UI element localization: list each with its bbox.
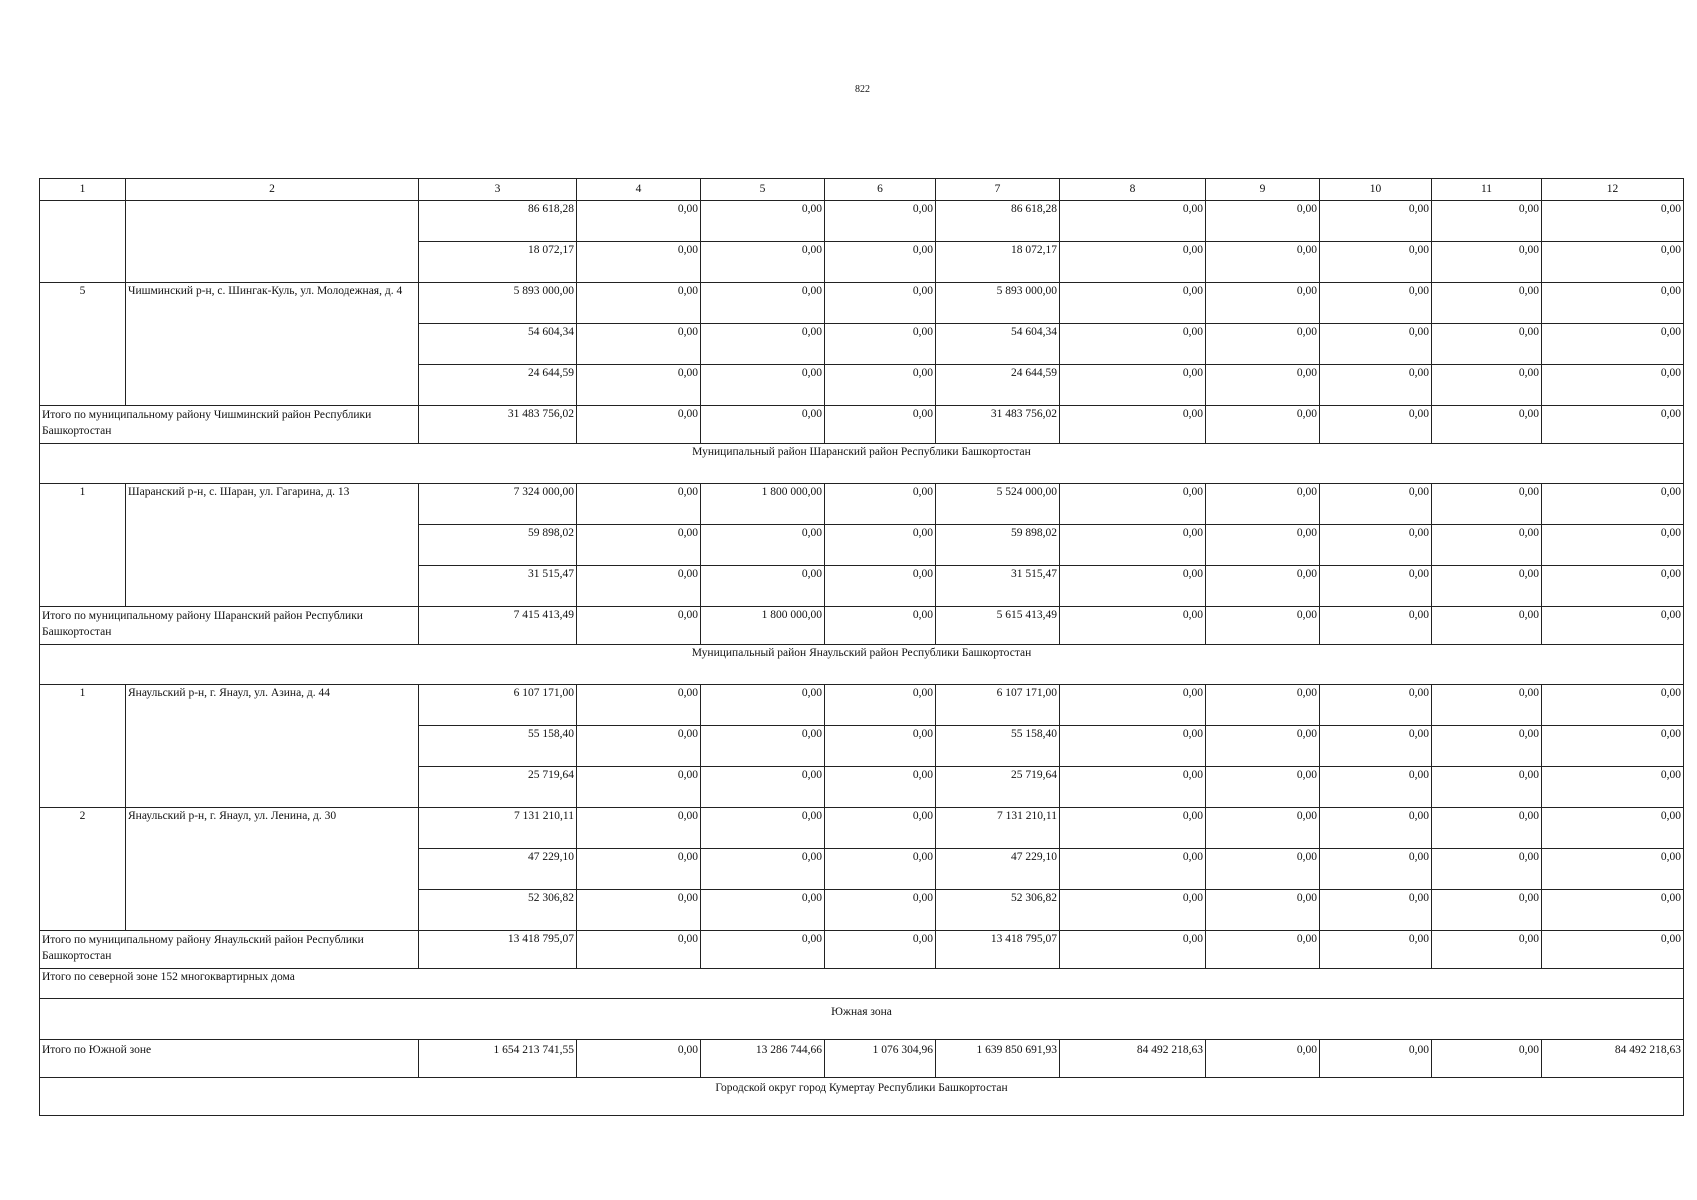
value-cell: 0,00 — [1320, 365, 1432, 406]
value-cell: 0,00 — [1206, 201, 1320, 242]
value-cell: 0,00 — [1060, 849, 1206, 890]
value-cell: 0,00 — [577, 1040, 701, 1078]
value-cell: 84 492 218,63 — [1542, 1040, 1684, 1078]
district-header-yanaul — [40, 645, 1684, 685]
value-cell: 0,00 — [1542, 931, 1684, 969]
value-cell: 86 618,28 — [419, 201, 577, 242]
column-header: 12 — [1542, 179, 1684, 201]
value-cell: 0,00 — [701, 406, 825, 444]
value-cell: 0,00 — [1206, 1040, 1320, 1078]
value-cell: 0,00 — [1542, 607, 1684, 645]
value-cell: 6 107 171,00 — [936, 685, 1060, 726]
value-cell: 18 072,17 — [936, 242, 1060, 283]
value-cell: 0,00 — [1542, 849, 1684, 890]
value-cell: 0,00 — [577, 484, 701, 525]
value-cell: 0,00 — [701, 890, 825, 931]
value-cell: 25 719,64 — [936, 767, 1060, 808]
value-cell: 0,00 — [1432, 767, 1542, 808]
value-cell: 5 893 000,00 — [419, 283, 577, 324]
item-address — [126, 201, 419, 283]
value-cell: 0,00 — [1206, 242, 1320, 283]
value-cell: 0,00 — [1432, 726, 1542, 767]
value-cell: 5 615 413,49 — [936, 607, 1060, 645]
value-cell: 0,00 — [1206, 365, 1320, 406]
value-cell: 86 618,28 — [936, 201, 1060, 242]
value-cell: 0,00 — [701, 931, 825, 969]
value-cell: 0,00 — [1432, 808, 1542, 849]
table-row — [40, 808, 1684, 849]
value-cell: 0,00 — [701, 767, 825, 808]
value-cell: 0,00 — [1206, 484, 1320, 525]
value-cell: 1 800 000,00 — [701, 607, 825, 645]
value-cell: 7 415 413,49 — [419, 607, 577, 645]
value-cell: 0,00 — [1542, 324, 1684, 365]
value-cell: 0,00 — [577, 890, 701, 931]
item-number: 1 — [40, 484, 126, 607]
value-cell: 0,00 — [1432, 525, 1542, 566]
value-cell: 0,00 — [701, 365, 825, 406]
value-cell: 0,00 — [577, 726, 701, 767]
value-cell: 0,00 — [577, 283, 701, 324]
value-cell: 0,00 — [701, 726, 825, 767]
value-cell: 0,00 — [1060, 931, 1206, 969]
value-cell: 55 158,40 — [419, 726, 577, 767]
value-cell: 0,00 — [1206, 890, 1320, 931]
column-header: 10 — [1320, 179, 1432, 201]
table-row — [40, 685, 1684, 726]
value-cell: 0,00 — [825, 726, 936, 767]
value-cell: 0,00 — [1060, 726, 1206, 767]
value-cell: 0,00 — [1320, 767, 1432, 808]
value-cell: 0,00 — [825, 525, 936, 566]
column-header: 1 — [40, 179, 126, 201]
column-header: 7 — [936, 179, 1060, 201]
column-header: 4 — [577, 179, 701, 201]
value-cell: 0,00 — [701, 808, 825, 849]
item-number: 5 — [40, 283, 126, 406]
value-cell: 0,00 — [825, 283, 936, 324]
value-cell: 0,00 — [577, 566, 701, 607]
value-cell: 25 719,64 — [419, 767, 577, 808]
value-cell: 0,00 — [1206, 406, 1320, 444]
value-cell: 0,00 — [1206, 808, 1320, 849]
south-zone-title: Южная зона — [40, 999, 1684, 1040]
value-cell: 0,00 — [1206, 525, 1320, 566]
value-cell: 1 654 213 741,55 — [419, 1040, 577, 1078]
value-cell: 0,00 — [1060, 767, 1206, 808]
value-cell: 0,00 — [1206, 726, 1320, 767]
item-address: Чишминский р-н, с. Шингак-Куль, ул. Молодежная, д. 4 — [126, 283, 419, 406]
value-cell: 0,00 — [1432, 1040, 1542, 1078]
value-cell: 0,00 — [577, 201, 701, 242]
value-cell: 55 158,40 — [936, 726, 1060, 767]
value-cell: 5 893 000,00 — [936, 283, 1060, 324]
north-zone-total-label: Итого по северной зоне 152 многоквартирных дома — [40, 969, 1684, 999]
value-cell: 0,00 — [1542, 767, 1684, 808]
value-cell: 0,00 — [1320, 201, 1432, 242]
budget-table — [39, 178, 1684, 1116]
value-cell: 0,00 — [1542, 484, 1684, 525]
value-cell: 52 306,82 — [936, 890, 1060, 931]
column-header: 11 — [1432, 179, 1542, 201]
value-cell: 0,00 — [577, 242, 701, 283]
value-cell: 0,00 — [701, 242, 825, 283]
value-cell: 0,00 — [1432, 566, 1542, 607]
value-cell: 31 483 756,02 — [936, 406, 1060, 444]
value-cell: 47 229,10 — [936, 849, 1060, 890]
value-cell: 0,00 — [701, 324, 825, 365]
value-cell: 0,00 — [1206, 607, 1320, 645]
value-cell: 0,00 — [1206, 685, 1320, 726]
value-cell: 0,00 — [1060, 201, 1206, 242]
value-cell: 7 131 210,11 — [419, 808, 577, 849]
value-cell: 0,00 — [1542, 201, 1684, 242]
value-cell: 0,00 — [825, 607, 936, 645]
value-cell: 0,00 — [1542, 726, 1684, 767]
subtotal-label: Итого по муниципальному району Шаранский район Республики Башкортостан — [40, 607, 419, 645]
item-address: Янаульский р-н, г. Янаул, ул. Азина, д. 44 — [126, 685, 419, 808]
subtotal-label: Итого по муниципальному району Янаульский район Республики Башкортостан — [40, 931, 419, 969]
value-cell: 0,00 — [1060, 365, 1206, 406]
column-header: 3 — [419, 179, 577, 201]
value-cell: 0,00 — [1542, 365, 1684, 406]
value-cell: 0,00 — [1320, 890, 1432, 931]
value-cell: 0,00 — [1060, 525, 1206, 566]
value-cell: 0,00 — [1060, 808, 1206, 849]
value-cell: 0,00 — [1432, 283, 1542, 324]
value-cell: 7 324 000,00 — [419, 484, 577, 525]
value-cell: 0,00 — [825, 324, 936, 365]
subtotal-row — [40, 607, 1684, 645]
value-cell: 0,00 — [1542, 566, 1684, 607]
value-cell: 0,00 — [577, 607, 701, 645]
column-header: 5 — [701, 179, 825, 201]
value-cell: 0,00 — [825, 201, 936, 242]
value-cell: 0,00 — [1206, 566, 1320, 607]
value-cell: 0,00 — [1320, 1040, 1432, 1078]
value-cell: 0,00 — [1060, 890, 1206, 931]
value-cell: 18 072,17 — [419, 242, 577, 283]
value-cell: 0,00 — [577, 324, 701, 365]
value-cell: 0,00 — [701, 201, 825, 242]
value-cell: 0,00 — [1206, 324, 1320, 365]
south-zone-header-row — [40, 999, 1684, 1040]
south-zone-total-row — [40, 1040, 1684, 1078]
value-cell: 0,00 — [577, 849, 701, 890]
value-cell: 0,00 — [1060, 566, 1206, 607]
value-cell: 0,00 — [1542, 685, 1684, 726]
value-cell: 0,00 — [1320, 566, 1432, 607]
value-cell: 0,00 — [1320, 685, 1432, 726]
page-number: 822 — [855, 84, 870, 95]
subtotal-row — [40, 931, 1684, 969]
value-cell: 1 076 304,96 — [825, 1040, 936, 1078]
value-cell: 31 515,47 — [936, 566, 1060, 607]
value-cell: 7 131 210,11 — [936, 808, 1060, 849]
value-cell: 13 418 795,07 — [936, 931, 1060, 969]
value-cell: 84 492 218,63 — [1060, 1040, 1206, 1078]
value-cell: 0,00 — [1060, 283, 1206, 324]
value-cell: 0,00 — [825, 566, 936, 607]
value-cell: 0,00 — [577, 931, 701, 969]
subtotal-row — [40, 406, 1684, 444]
district-header-sharan — [40, 444, 1684, 484]
value-cell: 0,00 — [1432, 607, 1542, 645]
value-cell: 0,00 — [701, 566, 825, 607]
value-cell: 0,00 — [825, 484, 936, 525]
value-cell: 0,00 — [1060, 484, 1206, 525]
section-title: Муниципальный район Янаульский район Республики Башкортостан — [40, 645, 1684, 685]
table-header-row — [40, 179, 1684, 201]
section-title: Городской округ город Кумертау Республики Башкортостан — [40, 1078, 1684, 1116]
value-cell: 0,00 — [1206, 767, 1320, 808]
district-header-kumertau — [40, 1078, 1684, 1116]
value-cell: 0,00 — [1432, 201, 1542, 242]
value-cell: 0,00 — [1432, 242, 1542, 283]
value-cell: 0,00 — [1542, 406, 1684, 444]
value-cell: 0,00 — [825, 808, 936, 849]
value-cell: 0,00 — [825, 685, 936, 726]
value-cell: 0,00 — [1542, 525, 1684, 566]
column-header: 2 — [126, 179, 419, 201]
value-cell: 0,00 — [1206, 849, 1320, 890]
value-cell: 0,00 — [1432, 931, 1542, 969]
value-cell: 52 306,82 — [419, 890, 577, 931]
section-title: Муниципальный район Шаранский район Республики Башкортостан — [40, 444, 1684, 484]
column-header: 8 — [1060, 179, 1206, 201]
value-cell: 31 483 756,02 — [419, 406, 577, 444]
value-cell: 0,00 — [1060, 607, 1206, 645]
table-row — [40, 484, 1684, 525]
value-cell: 31 515,47 — [419, 566, 577, 607]
value-cell: 0,00 — [1320, 283, 1432, 324]
value-cell: 0,00 — [1206, 931, 1320, 969]
value-cell: 0,00 — [1320, 525, 1432, 566]
value-cell: 59 898,02 — [936, 525, 1060, 566]
value-cell: 0,00 — [1432, 365, 1542, 406]
value-cell: 0,00 — [577, 808, 701, 849]
north-zone-total-row — [40, 969, 1684, 999]
value-cell: 0,00 — [701, 849, 825, 890]
value-cell: 13 286 744,66 — [701, 1040, 825, 1078]
value-cell: 6 107 171,00 — [419, 685, 577, 726]
table-row — [40, 201, 1684, 242]
value-cell: 0,00 — [1320, 607, 1432, 645]
value-cell: 0,00 — [825, 767, 936, 808]
value-cell: 0,00 — [1542, 808, 1684, 849]
value-cell: 0,00 — [1320, 931, 1432, 969]
value-cell: 0,00 — [1320, 726, 1432, 767]
value-cell: 0,00 — [825, 365, 936, 406]
value-cell: 54 604,34 — [936, 324, 1060, 365]
value-cell: 1 800 000,00 — [701, 484, 825, 525]
value-cell: 0,00 — [1320, 808, 1432, 849]
value-cell: 0,00 — [1320, 849, 1432, 890]
item-address: Шаранский р-н, с. Шаран, ул. Гагарина, д. 13 — [126, 484, 419, 607]
value-cell: 0,00 — [1060, 685, 1206, 726]
value-cell: 0,00 — [1320, 406, 1432, 444]
value-cell: 0,00 — [1060, 406, 1206, 444]
value-cell: 0,00 — [1432, 890, 1542, 931]
value-cell: 13 418 795,07 — [419, 931, 577, 969]
value-cell: 0,00 — [1542, 283, 1684, 324]
table-row — [40, 283, 1684, 324]
value-cell: 0,00 — [825, 931, 936, 969]
column-header: 6 — [825, 179, 936, 201]
value-cell: 0,00 — [825, 242, 936, 283]
value-cell: 0,00 — [1060, 242, 1206, 283]
value-cell: 0,00 — [1432, 324, 1542, 365]
subtotal-label: Итого по муниципальному району Чишминский район Республики Башкортостан — [40, 406, 419, 444]
value-cell: 0,00 — [825, 406, 936, 444]
value-cell: 59 898,02 — [419, 525, 577, 566]
value-cell: 0,00 — [1060, 324, 1206, 365]
column-header: 9 — [1206, 179, 1320, 201]
value-cell: 0,00 — [1432, 406, 1542, 444]
item-number: 2 — [40, 808, 126, 931]
item-number: 1 — [40, 685, 126, 808]
value-cell: 24 644,59 — [936, 365, 1060, 406]
value-cell: 0,00 — [577, 525, 701, 566]
value-cell: 0,00 — [1320, 324, 1432, 365]
value-cell: 0,00 — [1432, 484, 1542, 525]
value-cell: 0,00 — [577, 365, 701, 406]
value-cell: 0,00 — [1542, 242, 1684, 283]
value-cell: 0,00 — [577, 406, 701, 444]
value-cell: 47 229,10 — [419, 849, 577, 890]
value-cell: 0,00 — [1206, 283, 1320, 324]
value-cell: 1 639 850 691,93 — [936, 1040, 1060, 1078]
value-cell: 0,00 — [577, 685, 701, 726]
value-cell: 54 604,34 — [419, 324, 577, 365]
item-address: Янаульский р-н, г. Янаул, ул. Ленина, д. 30 — [126, 808, 419, 931]
value-cell: 0,00 — [825, 890, 936, 931]
value-cell: 5 524 000,00 — [936, 484, 1060, 525]
value-cell: 0,00 — [701, 525, 825, 566]
value-cell: 0,00 — [1320, 242, 1432, 283]
value-cell: 0,00 — [701, 283, 825, 324]
value-cell: 0,00 — [1320, 484, 1432, 525]
value-cell: 0,00 — [825, 849, 936, 890]
item-number — [40, 201, 126, 283]
value-cell: 0,00 — [1432, 685, 1542, 726]
value-cell: 0,00 — [701, 685, 825, 726]
south-zone-total-label: Итого по Южной зоне — [40, 1040, 419, 1078]
value-cell: 24 644,59 — [419, 365, 577, 406]
value-cell: 0,00 — [1432, 849, 1542, 890]
value-cell: 0,00 — [1542, 890, 1684, 931]
value-cell: 0,00 — [577, 767, 701, 808]
